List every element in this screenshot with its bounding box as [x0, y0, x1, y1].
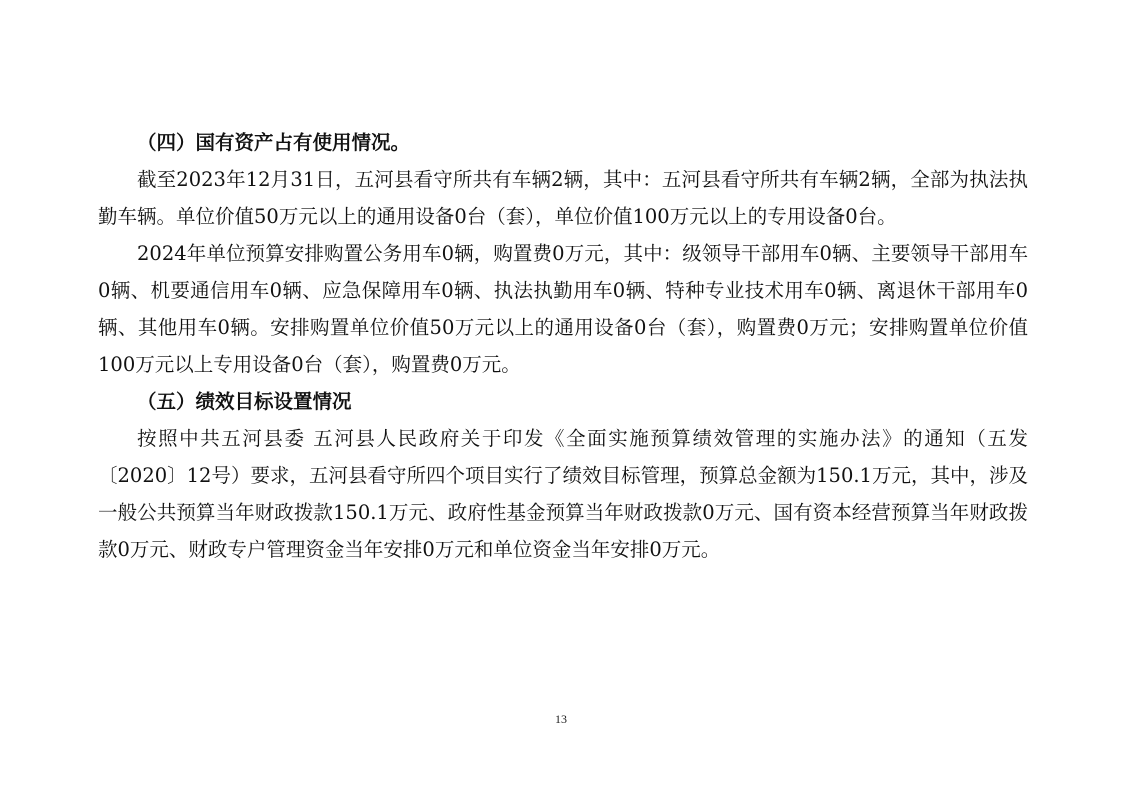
section-state-assets [98, 124, 1028, 383]
section-heading: （四）国有资产占有使用情况。 [137, 131, 411, 154]
document-body [98, 124, 1028, 568]
page-number: 13 [555, 712, 567, 726]
paragraph-procurement: 2024年单位预算安排购置公务用车0辆，购置费0万元，其中：级领导干部用车0辆、主要领导干部用车0辆、机要通信用车0辆、应急保障用车0辆、执法执勤用车0辆、特种专业技术用车0辆、离退休干部用车0辆、其他用车0辆。安排购置单位价值50万元以上的通用设备0台（套），购置费0万元；安排购置单位价值100万元以上专用设备0台（套），购置费0万元。 [98, 242, 1028, 376]
section-heading: （五）绩效目标设置情况 [137, 390, 352, 413]
paragraph-vehicles: 截至2023年12月31日，五河县看守所共有车辆2辆，其中：五河县看守所共有车辆2辆，全部为执法执勤车辆。单位价值50万元以上的通用设备0台（套），单位价值100万元以上的专用设备0台。 [98, 168, 1028, 228]
section-performance-goals [98, 383, 1028, 568]
paragraph-performance: 按照中共五河县委 五河县人民政府关于印发《全面实施预算绩效管理的实施办法》的通知（五发〔2020〕12号）要求，五河县看守所四个项目实行了绩效目标管理，预算总金额为150.1万元，其中，涉及一般公共预算当年财政拨款150.1万元、政府性基金预算当年财政拨款0万元、国有资本经营预算当年财政拨款0万元、财政专户管理资金当年安排0万元和单位资金当年安排0万元。 [98, 427, 1028, 561]
